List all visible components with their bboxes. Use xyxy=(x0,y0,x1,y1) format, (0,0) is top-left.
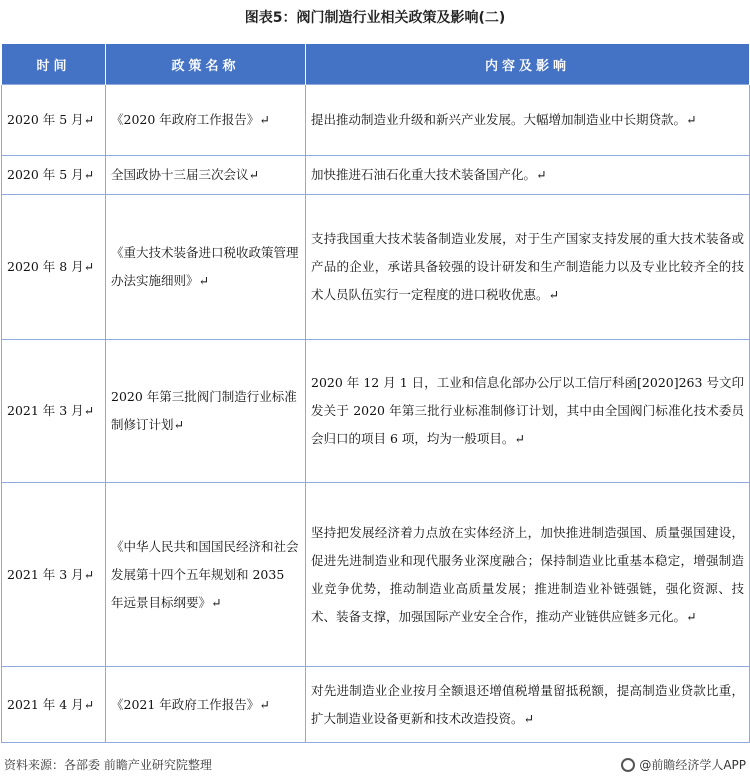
table-row xyxy=(2,195,750,340)
cell-content: 2020 年 12 月 1 日，工业和信息化部办公厅以工信厅科函[2020]263 号文印发关于 2020 年第三批行业标准制修订计划，其中由全国阀门标准化技术委员会归口的项目 6 项，均为一般项目。↵ xyxy=(306,340,750,483)
cell-policy-name: 《2021 年政府工作报告》↵ xyxy=(106,667,306,743)
header-content: 内容及影响 xyxy=(306,44,750,85)
table-row xyxy=(2,483,750,667)
policy-table xyxy=(1,44,750,743)
cell-policy-name: 《重大技术装备进口税收政策管理办法实施细则》↵ xyxy=(106,195,306,340)
table-title: 图表5：阀门制造行业相关政策及影响(二) xyxy=(244,10,506,26)
table-row xyxy=(2,667,750,743)
table-row xyxy=(2,85,750,156)
header-time: 时间 xyxy=(2,44,106,85)
cell-content: 加快推进石油石化重大技术装备国产化。↵ xyxy=(306,156,750,195)
cell-time: 2020 年 5 月↵ xyxy=(2,85,106,156)
cell-content: 支持我国重大技术装备制造业发展，对于生产国家支持发展的重大技术装备或产品的企业，承诺具备较强的设计研发和生产制造能力以及专业比较齐全的技术人员队伍实行一定程度的进口税收优惠。↵ xyxy=(306,195,750,340)
cell-content: 坚持把发展经济着力点放在实体经济上，加快推进制造强国、质量强国建设，促进先进制造业和现代服务业深度融合；保持制造业比重基本稳定，增强制造业竞争优势，推动制造业高质量发展；推进制造业补链强链，强化资源、技术、装备支撑，加强国际产业安全合作，推动产业链供应链多元化。↵ xyxy=(306,483,750,667)
cell-time: 2021 年 3 月↵ xyxy=(2,340,106,483)
brand-credit xyxy=(621,756,746,773)
source-note: 资料来源：各部委 前瞻产业研究院整理 xyxy=(4,758,212,772)
cell-time: 2020 年 5 月↵ xyxy=(2,156,106,195)
table-header-row xyxy=(2,44,750,85)
cell-policy-name: 《中华人民共和国国民经济和社会发展第十四个五年规划和 2035 年远景目标纲要》↵ xyxy=(106,483,306,667)
footer xyxy=(0,752,750,778)
cell-time: 2020 年 8 月↵ xyxy=(2,195,106,340)
cell-policy-name: 2020 年第三批阀门制造行业标准制修订计划↵ xyxy=(106,340,306,483)
cell-content: 提出推动制造业升级和新兴产业发展。大幅增加制造业中长期贷款。↵ xyxy=(306,85,750,156)
qianzhan-logo-icon xyxy=(621,758,635,772)
table-row xyxy=(2,340,750,483)
cell-policy-name: 《2020 年政府工作报告》↵ xyxy=(106,85,306,156)
cell-policy-name: 全国政协十三届三次会议↵ xyxy=(106,156,306,195)
table-row xyxy=(2,156,750,195)
cell-time: 2021 年 4 月↵ xyxy=(2,667,106,743)
brand-text: @前瞻经济学人APP xyxy=(639,758,746,772)
header-policy-name: 政策名称 xyxy=(106,44,306,85)
cell-content: 对先进制造业企业按月全额退还增值税增量留抵税额，提高制造业贷款比重，扩大制造业设备更新和技术改造投资。↵ xyxy=(306,667,750,743)
cell-time: 2021 年 3 月↵ xyxy=(2,483,106,667)
